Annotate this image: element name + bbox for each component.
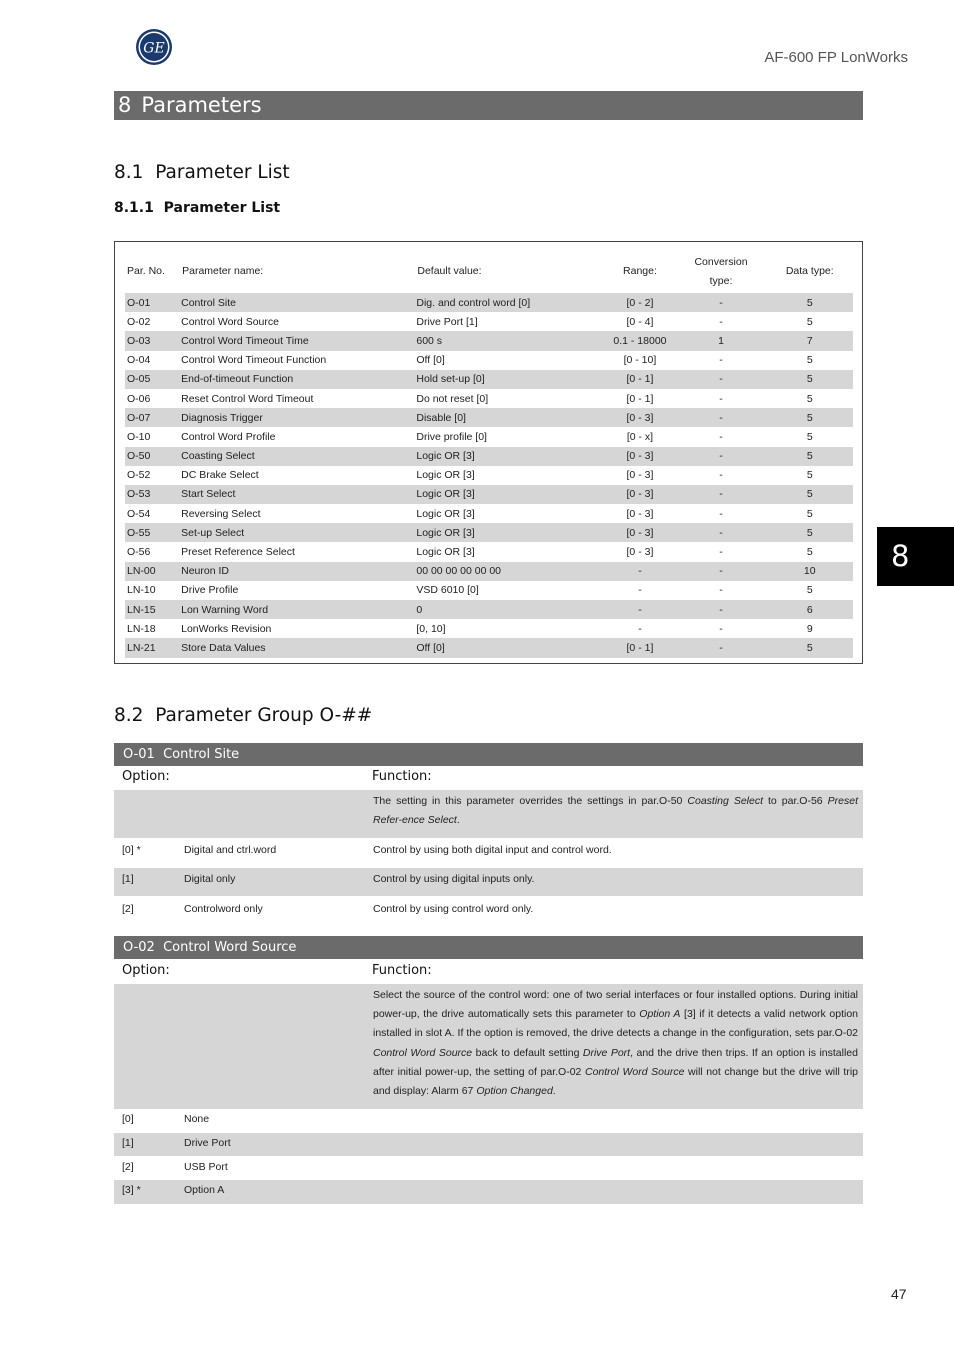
svg-text:GE: GE	[143, 40, 165, 57]
table-row	[125, 293, 853, 312]
section-number: 8.2	[114, 705, 144, 726]
default-cell: 0	[416, 600, 604, 619]
par-no-cell: O-05	[125, 370, 181, 389]
range-cell: 0.1 - 18000	[604, 331, 675, 350]
subsection-heading-8-1-1	[114, 200, 280, 216]
conversion-cell: -	[719, 315, 723, 328]
name-cell: DC Brake Select	[181, 469, 259, 482]
table-row	[125, 581, 853, 600]
data-type-cell: 5	[806, 315, 813, 328]
range-cell: [0 - 3]	[604, 408, 675, 427]
desc-text: to par.O-56	[763, 795, 828, 807]
data-type-cell: 7	[767, 331, 853, 350]
section-title: Parameter List	[155, 162, 290, 183]
option-code: [1]	[122, 1137, 134, 1149]
data-type-cell: 5	[806, 354, 813, 367]
subsection-number: 8.1.1	[114, 200, 154, 216]
conversion-cell: -	[675, 485, 766, 504]
parameter-table	[125, 250, 853, 658]
desc-text: The setting in this parameter overrides the settings in par.O-50	[373, 795, 688, 807]
o01-description	[373, 792, 858, 830]
range-cell: -	[604, 600, 675, 619]
document-title: AF-600 FP LonWorks	[764, 49, 908, 66]
desc-text: Select the source of the control word: one of two serial interfaces or four installed options. During initial power-up, the drive automatically sets this parameter to	[373, 989, 858, 1021]
parameter-title: Control Word Source	[163, 940, 297, 955]
data-type-cell: 5	[767, 523, 853, 542]
range-cell: [0 - 3]	[604, 485, 675, 504]
range-cell: [0 - 1]	[626, 392, 654, 405]
name-cell: Set-up Select	[181, 523, 416, 542]
table-row	[125, 542, 853, 561]
option-name: Digital only	[184, 873, 236, 885]
table-row	[125, 562, 853, 581]
desc-text: will not change but the drive will trip and display: Alarm 67	[373, 1065, 858, 1098]
o01-description-row	[114, 790, 863, 838]
par-no-cell: LN-21	[125, 638, 181, 657]
table-row	[125, 408, 853, 427]
name-cell: Control Word Source	[181, 315, 279, 328]
name-cell: Lon Warning Word	[181, 600, 416, 619]
par-no-cell: O-03	[125, 331, 181, 350]
default-cell: Logic OR [3]	[416, 447, 604, 466]
col-header-data-type: Data type:	[785, 265, 834, 277]
conversion-cell: -	[675, 523, 766, 542]
par-no-cell: O-07	[125, 408, 181, 427]
parameter-bar-o01	[114, 743, 863, 766]
data-type-cell: 5	[767, 370, 853, 389]
data-type-cell: 5	[806, 392, 813, 405]
conversion-cell: -	[719, 507, 723, 520]
function-column-label: Function:	[372, 963, 432, 978]
default-cell: 600 s	[416, 331, 604, 350]
option-code: [2]	[122, 903, 134, 915]
desc-text: back to default setting	[472, 1046, 583, 1059]
desc-text: .	[552, 1085, 556, 1098]
option-function: Control by using digital inputs only.	[373, 873, 535, 885]
option-row	[114, 1180, 863, 1204]
par-no-cell: O-10	[127, 430, 151, 443]
conversion-cell: -	[675, 408, 766, 427]
table-header-row	[125, 250, 853, 293]
section-title: Parameter Group O-##	[155, 705, 373, 726]
table-row	[125, 523, 853, 542]
default-cell: Logic OR [3]	[416, 507, 475, 520]
option-code: [3] *	[122, 1184, 141, 1196]
conversion-cell: -	[675, 447, 766, 466]
chapter-title: Parameters	[141, 93, 262, 117]
par-no-cell: O-55	[125, 523, 181, 542]
range-cell: [0 - 3]	[604, 523, 675, 542]
range-cell: [0 - 3]	[626, 469, 654, 482]
option-row	[114, 1133, 863, 1156]
range-cell: -	[604, 562, 675, 581]
data-type-cell: 5	[806, 469, 813, 482]
default-cell: [0, 10]	[416, 622, 446, 635]
par-no-cell: LN-18	[127, 622, 156, 635]
par-no-cell: O-53	[125, 485, 181, 504]
conversion-cell: -	[719, 546, 723, 559]
name-cell: Store Data Values	[181, 638, 416, 657]
range-cell: [0 - 3]	[604, 447, 675, 466]
range-cell: -	[638, 622, 642, 635]
subsection-title: Parameter List	[163, 200, 281, 216]
range-cell: [0 - 2]	[604, 293, 675, 312]
par-no-cell: O-02	[127, 315, 151, 328]
desc-text: .	[456, 814, 460, 827]
desc-text: , and the drive then trips. If an option is installed after initial power-up, the setting of par.O-02	[373, 1046, 858, 1078]
option-row	[114, 1110, 863, 1133]
table-row	[125, 427, 853, 446]
section-heading-8-1	[114, 162, 290, 183]
desc-text: [3] if it detects a valid network option installed in slot A. If the option is removed, the drive detects a change in the configuration, sets par.O-02	[373, 1008, 859, 1040]
table-row	[125, 638, 853, 657]
option-row	[114, 1157, 863, 1180]
par-no-cell: LN-10	[127, 584, 156, 597]
conversion-cell: -	[675, 562, 766, 581]
option-name: Controlword only	[184, 903, 263, 915]
option-code: [2]	[122, 1161, 134, 1173]
option-name: Digital and ctrl.word	[184, 844, 277, 856]
parameter-table-frame	[114, 241, 863, 664]
name-cell: Drive Profile	[181, 584, 239, 597]
chapter-tab-marker: 8	[877, 527, 954, 586]
table-row	[125, 370, 853, 389]
table-row	[125, 619, 853, 638]
default-cell: VSD 6010 [0]	[416, 584, 479, 597]
col-header-name: Parameter name:	[182, 265, 264, 277]
table-row	[125, 600, 853, 619]
conversion-cell: -	[675, 293, 766, 312]
table-row	[125, 504, 853, 523]
col-header-conversion	[675, 250, 766, 293]
data-type-cell: 5	[806, 584, 813, 597]
conversion-cell: -	[719, 584, 723, 597]
option-function: Control by using both digital input and control word.	[373, 844, 612, 856]
parameter-code: O-01	[123, 747, 155, 762]
table-row	[125, 389, 853, 408]
data-type-cell: 6	[767, 600, 853, 619]
range-cell: -	[638, 584, 642, 597]
par-no-cell: O-04	[127, 354, 151, 367]
option-column-label: Option:	[122, 769, 170, 784]
parameter-title: Control Site	[163, 747, 240, 762]
option-name: Option A	[184, 1184, 225, 1196]
conversion-line-1: Conversion	[694, 255, 748, 268]
name-cell: Reversing Select	[181, 507, 261, 520]
range-cell: [0 - 1]	[604, 370, 675, 389]
default-cell: Disable [0]	[416, 408, 604, 427]
name-cell: Start Select	[181, 485, 416, 504]
col-header-default: Default value:	[417, 265, 482, 277]
data-type-cell: 5	[806, 430, 813, 443]
option-name: USB Port	[184, 1161, 228, 1173]
table-row	[125, 312, 853, 331]
table-row	[125, 447, 853, 466]
name-cell: LonWorks Revision	[181, 622, 272, 635]
chapter-number: 8	[118, 93, 132, 117]
data-type-cell: 5	[806, 507, 813, 520]
par-no-cell: O-54	[127, 507, 151, 520]
default-cell: Logic OR [3]	[416, 546, 475, 559]
name-cell: Reset Control Word Timeout	[181, 392, 314, 405]
default-cell: Drive profile [0]	[416, 430, 487, 443]
range-cell: [0 - 3]	[626, 507, 654, 520]
table-row	[125, 331, 853, 350]
default-cell: Off [0]	[416, 354, 445, 367]
name-cell: Control Word Timeout Function	[181, 354, 327, 367]
data-type-cell: 9	[806, 622, 813, 635]
col-header-range: Range:	[623, 265, 657, 277]
desc-italic: Option A	[639, 1008, 681, 1021]
option-code: [1]	[122, 873, 134, 885]
name-cell: Control Site	[181, 293, 416, 312]
default-cell: Dig. and control word [0]	[416, 293, 604, 312]
section-number: 8.1	[114, 162, 144, 183]
option-row	[114, 840, 863, 868]
default-cell: Drive Port [1]	[416, 315, 478, 328]
option-code: [0] *	[122, 844, 141, 856]
desc-italic: Coasting Select	[687, 795, 764, 807]
col-header-par-no: Par. No.	[127, 265, 165, 277]
option-code: [0]	[122, 1113, 134, 1125]
name-cell: End-of-timeout Function	[181, 370, 416, 389]
name-cell: Preset Reference Select	[181, 546, 295, 559]
o02-description	[373, 986, 858, 1101]
option-name: Drive Port	[184, 1137, 231, 1149]
conversion-cell: -	[675, 638, 766, 657]
name-cell: Coasting Select	[181, 447, 416, 466]
par-no-cell: O-52	[127, 469, 151, 482]
default-cell: Hold set-up [0]	[416, 370, 604, 389]
desc-italic: Option Changed	[476, 1085, 553, 1098]
default-cell: Logic OR [3]	[416, 523, 604, 542]
par-no-cell: LN-15	[125, 600, 181, 619]
page-number: 47	[891, 1286, 907, 1302]
par-no-cell: LN-00	[125, 562, 181, 581]
range-cell: [0 - 1]	[604, 638, 675, 657]
o02-description-row	[114, 984, 863, 1109]
table-row	[125, 466, 853, 485]
function-column-label: Function:	[372, 769, 432, 784]
conversion-cell: -	[719, 392, 723, 405]
table-row	[125, 485, 853, 504]
conversion-cell: -	[719, 622, 723, 635]
desc-italic: Drive Port	[582, 1046, 631, 1059]
data-type-cell: 10	[767, 562, 853, 581]
range-cell: [0 - x]	[626, 430, 654, 443]
par-no-cell: O-56	[127, 546, 151, 559]
default-cell: Logic OR [3]	[416, 485, 604, 504]
conversion-cell: 1	[675, 331, 766, 350]
data-type-cell: 5	[767, 638, 853, 657]
conversion-cell: -	[675, 370, 766, 389]
option-row	[114, 868, 863, 896]
ge-logo	[135, 28, 173, 66]
data-type-cell: 5	[767, 293, 853, 312]
default-cell: Off [0]	[416, 638, 604, 657]
default-cell: Logic OR [3]	[416, 469, 475, 482]
option-column-label: Option:	[122, 963, 170, 978]
parameter-table-body	[125, 293, 853, 658]
option-row	[114, 898, 863, 926]
conversion-cell: -	[719, 469, 723, 482]
parameter-code: O-02	[123, 940, 155, 955]
section-heading-8-2	[114, 705, 372, 726]
conversion-line-2: type:	[709, 274, 733, 287]
name-cell: Neuron ID	[181, 562, 416, 581]
par-no-cell: O-01	[125, 293, 181, 312]
data-type-cell: 5	[767, 485, 853, 504]
name-cell: Diagnosis Trigger	[181, 408, 416, 427]
desc-italic: Control Word Source	[373, 1046, 473, 1059]
range-cell: [0 - 4]	[626, 315, 654, 328]
default-cell: 00 00 00 00 00 00	[416, 562, 604, 581]
parameter-bar-o02	[114, 936, 863, 959]
range-cell: [0 - 10]	[623, 354, 657, 367]
data-type-cell: 5	[806, 546, 813, 559]
conversion-cell: -	[719, 430, 723, 443]
range-cell: [0 - 3]	[626, 546, 654, 559]
name-cell: Control Word Timeout Time	[181, 331, 416, 350]
data-type-cell: 5	[767, 447, 853, 466]
table-row	[125, 351, 853, 370]
desc-italic: Preset Refer-ence Select	[373, 795, 858, 827]
par-no-cell: O-50	[125, 447, 181, 466]
desc-italic: Control Word Source	[585, 1065, 685, 1078]
chapter-heading	[114, 91, 863, 120]
conversion-cell: -	[675, 600, 766, 619]
data-type-cell: 5	[767, 408, 853, 427]
conversion-cell: -	[719, 354, 723, 367]
par-no-cell: O-06	[127, 392, 151, 405]
name-cell: Control Word Profile	[181, 430, 276, 443]
option-function: Control by using control word only.	[373, 903, 534, 915]
option-name: None	[184, 1113, 210, 1125]
default-cell: Do not reset [0]	[416, 392, 489, 405]
